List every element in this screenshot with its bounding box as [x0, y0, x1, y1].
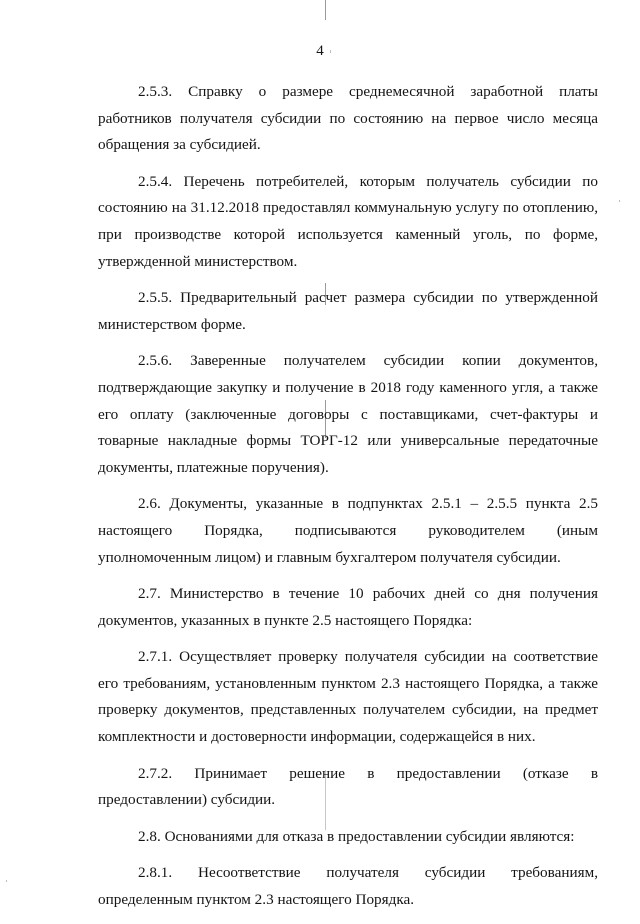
paragraph-2-7-1: 2.7.1. Осуществляет проверку получателя субсидии на соответствие его требованиям, установленным пунктом 2.3 настоящего Порядка, а также проверку документов, представленных получателем субсидии, на предмет комплектности и достоверности информации, содержащейся в них. — [98, 648, 598, 746]
page-number: 4 — [316, 43, 324, 59]
paragraph-2-5-5: 2.5.5. Предварительный расчет размера субсидии по утвержденной министерством форме. — [98, 289, 598, 333]
document-body — [98, 79, 598, 924]
paragraph-2-5-3: 2.5.3. Справку о размере среднемесячной заработной платы работников получателя субсидии по состоянию на первое число месяца обращения за субсидией. — [98, 83, 598, 154]
paragraph-2-5-6: 2.5.6. Заверенные получателем субсидии копии документов, подтверждающие закупку и получение в 2018 году каменного угля, а также его оплату (заключенные договоры с поставщиками, счет-фактуры и товарные накладные формы ТОРГ-12 или универсальные передаточные документы, платежные поручения). — [98, 352, 598, 476]
paragraph-2-5-4: 2.5.4. Перечень потребителей, которым получатель субсидии по состоянию на 31.12.2018 предоставлял коммунальную услугу по отоплению, при производстве которой используется каменный уголь, по форме, утвержденной министерством. — [98, 172, 598, 270]
paragraph-2-7-2: 2.7.2. Принимает решение в предоставлении (отказе в предоставлении) субсидии. — [98, 764, 598, 809]
scan-fold-mark — [325, 0, 326, 20]
paragraph-2-8-1: 2.8.1. Несоответствие получателя субсидии требованиям, определенным пунктом 2.3 настоящего Порядка. — [98, 864, 598, 909]
paragraph-2-7: 2.7. Министерство в течение 10 рабочих дней со дня получения документов, указанных в пункте 2.5 настоящего Порядка: — [98, 585, 598, 629]
paragraph-2-6: 2.6. Документы, указанные в подпунктах 2.5.1 – 2.5.5 пункта 2.5 настоящего Порядка, подписываются руководителем (иным уполномоченным лицом) и главным бухгалтером получателя субсидии. — [98, 495, 598, 566]
paragraph-2-8: 2.8. Основаниями для отказа в предоставлении субсидии являются: — [138, 827, 575, 845]
scan-speck — [6, 880, 7, 882]
scan-speck — [619, 200, 620, 202]
